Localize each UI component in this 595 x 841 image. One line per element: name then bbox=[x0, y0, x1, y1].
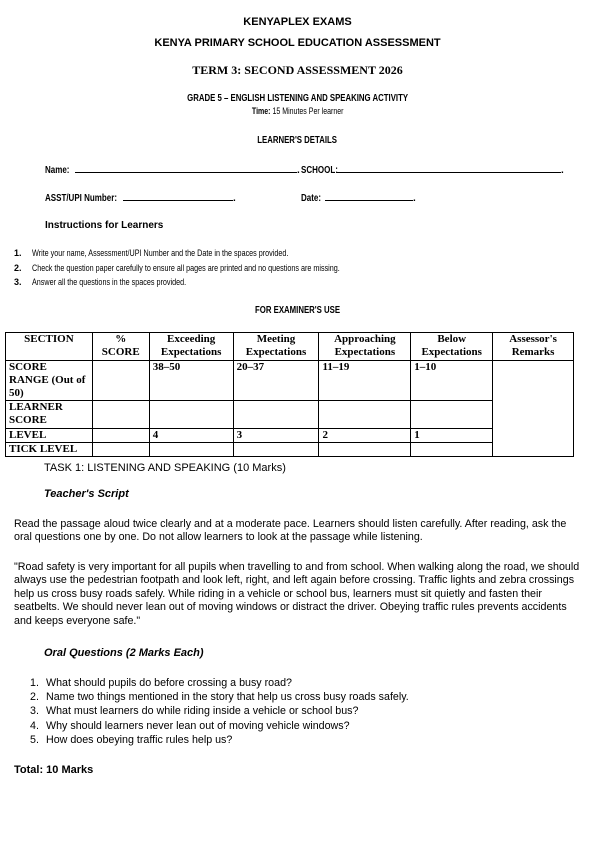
table-cell[interactable] bbox=[92, 361, 149, 401]
learner-details-text: LEARNER'S DETAILS bbox=[257, 135, 338, 146]
table-cell bbox=[92, 429, 149, 443]
score-table bbox=[5, 332, 574, 457]
list-item bbox=[30, 734, 409, 748]
oral-questions-list bbox=[30, 677, 409, 748]
table-cell[interactable] bbox=[92, 401, 149, 429]
instruction-item bbox=[14, 248, 417, 263]
row-label-learner-score: LEARNER SCORE bbox=[6, 401, 93, 429]
assessor-remarks-cell[interactable] bbox=[493, 361, 574, 457]
row-label-level: LEVEL bbox=[6, 429, 93, 443]
col-header-below: Below Expectations bbox=[411, 333, 493, 361]
school-period: . bbox=[561, 165, 564, 176]
table-cell: 20–37 bbox=[233, 361, 319, 401]
table-cell[interactable] bbox=[149, 401, 233, 429]
instructions-title: Instructions for Learners bbox=[45, 220, 164, 231]
examiner-use-text: FOR EXAMINER'S USE bbox=[254, 305, 341, 316]
instruction-item bbox=[14, 263, 417, 278]
table-cell[interactable] bbox=[149, 443, 233, 457]
teacher-script-title: Teacher's Script bbox=[44, 488, 129, 500]
table-row bbox=[6, 401, 574, 429]
col-header-meeting: Meeting Expectations bbox=[233, 333, 319, 361]
table-row bbox=[6, 429, 574, 443]
table-cell: 11–19 bbox=[319, 361, 411, 401]
col-header-exceeding: Exceeding Expectations bbox=[149, 333, 233, 361]
instructions-list bbox=[14, 248, 417, 292]
row-label-tick-level: TICK LEVEL bbox=[6, 443, 93, 457]
list-item bbox=[30, 677, 409, 691]
question-num: 4. bbox=[30, 719, 39, 732]
name-field[interactable] bbox=[75, 163, 297, 173]
task-title: TASK 1: LISTENING AND SPEAKING (10 Marks) bbox=[44, 462, 286, 474]
question-num: 3. bbox=[30, 705, 39, 718]
name-label: Name: bbox=[45, 165, 70, 176]
term-title: TERM 3: SECOND ASSESSMENT 2026 bbox=[192, 63, 403, 77]
asst-period: . bbox=[233, 193, 236, 204]
script-instruction: Read the passage aloud twice clearly and at a moderate pace. Learners should listen carefully. After reading, ask the oral questions one by one. Do not allow learners to look at the passage while listening. bbox=[14, 518, 567, 544]
table-row bbox=[6, 443, 574, 457]
school-field[interactable] bbox=[337, 163, 561, 173]
time-value: 15 Minutes Per learner bbox=[272, 106, 344, 116]
instruction-num: 3. bbox=[14, 277, 22, 287]
asst-row bbox=[45, 191, 236, 204]
table-cell[interactable] bbox=[319, 401, 411, 429]
question-text: How does obeying traffic rules help us? bbox=[46, 733, 233, 746]
question-num: 2. bbox=[30, 691, 39, 704]
asst-label: ASST/UPI Number: bbox=[45, 193, 118, 204]
date-label: Date: bbox=[301, 193, 322, 204]
date-period: . bbox=[413, 193, 416, 204]
question-text: What must learners do while riding inside a vehicle or school bus? bbox=[46, 705, 359, 718]
date-field[interactable] bbox=[325, 191, 413, 201]
table-cell: 4 bbox=[149, 429, 233, 443]
name-row bbox=[45, 163, 300, 176]
instruction-text: Write your name, Assessment/UPI Number and the Date in the spaces provided. bbox=[32, 248, 289, 258]
table-cell: 3 bbox=[233, 429, 319, 443]
col-header-approaching: Approaching Expectations bbox=[319, 333, 411, 361]
col-header-section: SECTION bbox=[6, 333, 93, 361]
time-text bbox=[252, 106, 344, 116]
question-text: What should pupils do before crossing a busy road? bbox=[46, 677, 292, 689]
table-cell[interactable] bbox=[92, 443, 149, 457]
instruction-num: 2. bbox=[14, 262, 22, 273]
time-line bbox=[0, 106, 595, 116]
name-period: . bbox=[297, 165, 300, 176]
instruction-item bbox=[14, 277, 417, 292]
learner-details-title bbox=[0, 135, 595, 146]
instruction-text: Answer all the questions in the spaces provided. bbox=[32, 277, 187, 287]
table-cell: 1 bbox=[411, 429, 493, 443]
table-cell[interactable] bbox=[411, 401, 493, 429]
table-cell[interactable] bbox=[233, 401, 319, 429]
question-num: 1. bbox=[30, 677, 39, 689]
list-item bbox=[30, 705, 409, 719]
table-cell[interactable] bbox=[319, 443, 411, 457]
examiner-use-title bbox=[0, 305, 595, 316]
date-row bbox=[301, 191, 416, 204]
instruction-num: 1. bbox=[14, 248, 22, 258]
table-row bbox=[6, 361, 574, 401]
question-text: Why should learners never lean out of moving vehicle windows? bbox=[46, 719, 350, 732]
school-label: SCHOOL: bbox=[301, 165, 338, 176]
col-header-remarks: Assessor's Remarks bbox=[493, 333, 574, 361]
table-cell[interactable] bbox=[233, 443, 319, 457]
list-item bbox=[30, 691, 409, 705]
row-label-score-range: SCORE RANGE (Out of 50) bbox=[6, 361, 93, 401]
org-title: KENYAPLEX EXAMS bbox=[243, 16, 352, 28]
activity-title bbox=[0, 93, 595, 104]
oral-questions-title: Oral Questions (2 Marks Each) bbox=[44, 647, 204, 659]
table-cell[interactable] bbox=[411, 443, 493, 457]
table-cell: 38–50 bbox=[149, 361, 233, 401]
asst-field[interactable] bbox=[123, 191, 233, 201]
instruction-text: Check the question paper carefully to ensure all pages are printed and no questions are missing. bbox=[32, 262, 340, 273]
school-row bbox=[301, 163, 564, 176]
question-num: 5. bbox=[30, 733, 39, 746]
list-item bbox=[30, 720, 409, 734]
activity-title-text: GRADE 5 – ENGLISH LISTENING AND SPEAKING ACTIVITY bbox=[187, 93, 408, 104]
assessment-title: KENYA PRIMARY SCHOOL EDUCATION ASSESSMENT bbox=[154, 37, 441, 49]
table-header-row bbox=[6, 333, 574, 361]
table-cell: 1–10 bbox=[411, 361, 493, 401]
question-text: Name two things mentioned in the story that help us cross busy roads safely. bbox=[46, 691, 409, 704]
passage: "Road safety is very important for all pupils when travelling to and from school. When walking along the road, we should always use the pedestrian footpath and look left, right, and left again before crossing. Traffic lights and zebra crossings help us cross busy roads safely. While riding in a vehicle or school bus, learners must sit quietly and fasten their seatbelts. We should never lean out of moving windows or distract the driver. Obeying traffic rules prevents accidents and keeps everyone safe." bbox=[14, 561, 580, 627]
table-cell: 2 bbox=[319, 429, 411, 443]
total-marks: Total: 10 Marks bbox=[14, 764, 94, 776]
col-header-score: % SCORE bbox=[92, 333, 149, 361]
time-label: Time: bbox=[251, 106, 271, 116]
